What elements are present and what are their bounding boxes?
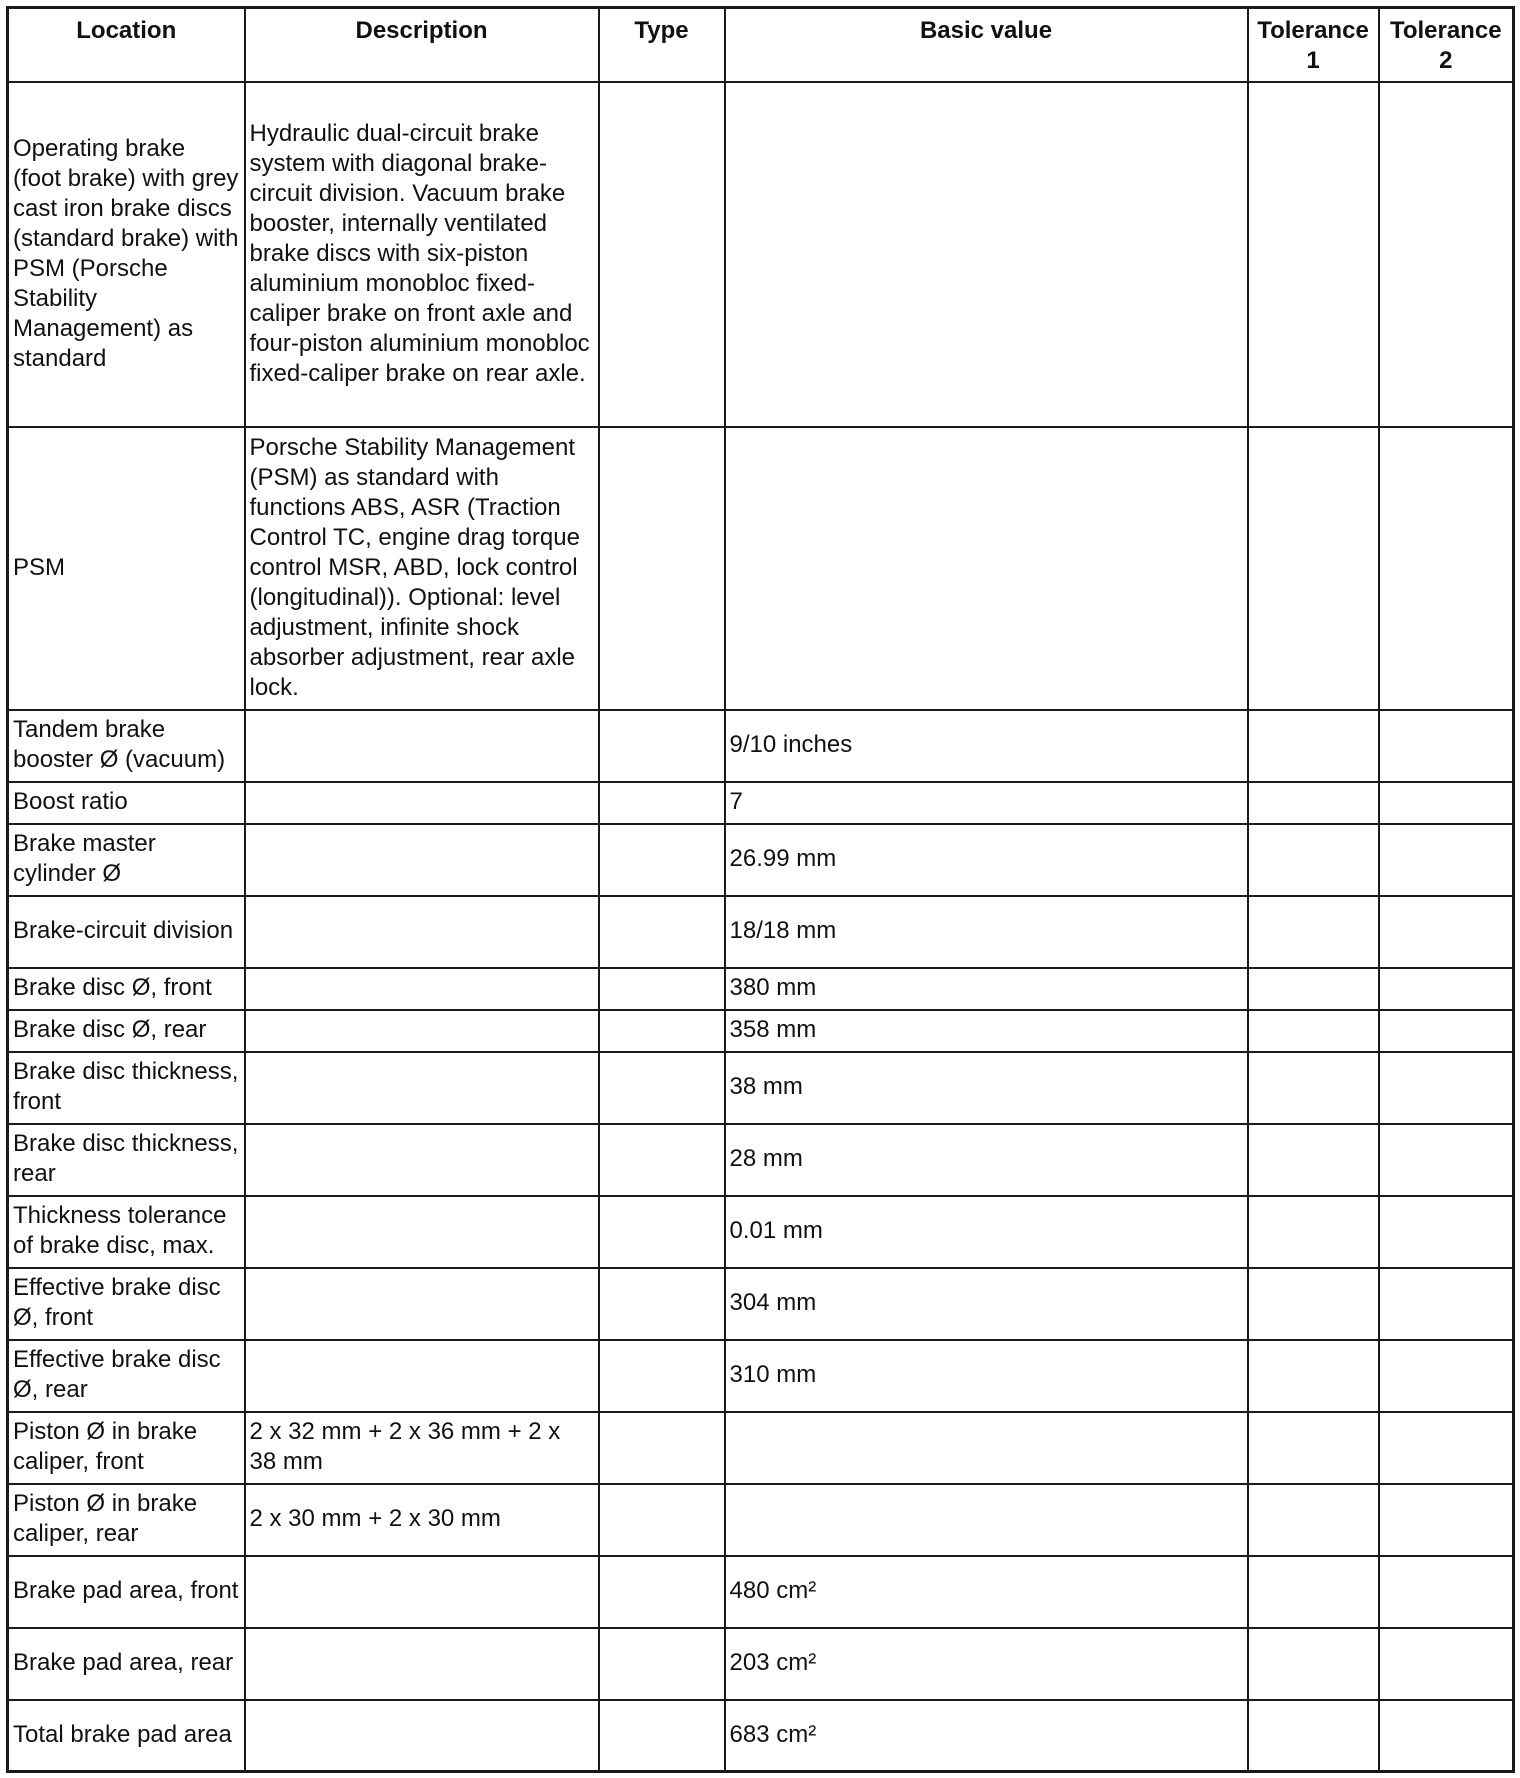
cell-type [599,896,725,968]
cell-tolerance1 [1248,1268,1379,1340]
cell-tolerance1 [1248,1340,1379,1412]
cell-basic-value: 28 mm [725,1124,1248,1196]
cell-location: Piston Ø in brake caliper, rear [8,1484,245,1556]
cell-tolerance2 [1379,1556,1514,1628]
table-row [8,1124,1514,1196]
cell-description [245,1268,599,1340]
cell-description [245,1010,599,1052]
table-row [8,1556,1514,1628]
cell-type [599,1700,725,1772]
cell-type [599,1052,725,1124]
cell-location: Thickness tolerance of brake disc, max. [8,1196,245,1268]
cell-location: Boost ratio [8,782,245,824]
cell-basic-value: 380 mm [725,968,1248,1010]
cell-description [245,968,599,1010]
cell-tolerance2 [1379,824,1514,896]
cell-type [599,968,725,1010]
cell-basic-value: 18/18 mm [725,896,1248,968]
cell-description [245,1700,599,1772]
table-row [8,1628,1514,1700]
table-row [8,824,1514,896]
cell-location: Brake disc Ø, rear [8,1010,245,1052]
cell-type [599,824,725,896]
table-row [8,82,1514,427]
cell-location: Brake master cylinder Ø [8,824,245,896]
table-row [8,1010,1514,1052]
cell-tolerance2 [1379,968,1514,1010]
table-row [8,896,1514,968]
cell-type [599,427,725,710]
cell-type [599,1556,725,1628]
cell-tolerance1 [1248,1196,1379,1268]
cell-location: Brake disc thickness, front [8,1052,245,1124]
cell-tolerance1 [1248,968,1379,1010]
cell-tolerance1 [1248,1010,1379,1052]
cell-type [599,1268,725,1340]
table-row [8,968,1514,1010]
cell-basic-value: 38 mm [725,1052,1248,1124]
cell-basic-value [725,427,1248,710]
cell-tolerance2 [1379,427,1514,710]
cell-description: 2 x 32 mm + 2 x 36 mm + 2 x 38 mm [245,1412,599,1484]
cell-tolerance1 [1248,1628,1379,1700]
cell-location: Operating brake (foot brake) with grey cast iron brake discs (standard brake) with PSM (Porsche Stability Management) as standard [8,82,245,427]
table-row [8,710,1514,782]
cell-location: PSM [8,427,245,710]
cell-type [599,782,725,824]
cell-location: Brake-circuit division [8,896,245,968]
cell-tolerance2 [1379,1484,1514,1556]
cell-basic-value: 310 mm [725,1340,1248,1412]
cell-tolerance2 [1379,1412,1514,1484]
cell-tolerance2 [1379,710,1514,782]
cell-location: Total brake pad area [8,1700,245,1772]
table-row [8,427,1514,710]
cell-tolerance2 [1379,1052,1514,1124]
cell-tolerance1 [1248,782,1379,824]
cell-location: Effective brake disc Ø, rear [8,1340,245,1412]
cell-type [599,710,725,782]
cell-type [599,1412,725,1484]
cell-tolerance1 [1248,82,1379,427]
cell-type [599,1010,725,1052]
cell-tolerance1 [1248,1052,1379,1124]
table-row [8,1412,1514,1484]
table-row [8,1052,1514,1124]
cell-description [245,824,599,896]
cell-basic-value: 304 mm [725,1268,1248,1340]
table-row [8,1340,1514,1412]
cell-description [245,1124,599,1196]
header-tolerance-1: Tolerance 1 [1248,8,1379,82]
cell-location: Brake pad area, rear [8,1628,245,1700]
cell-basic-value: 203 cm² [725,1628,1248,1700]
cell-description [245,1052,599,1124]
cell-location: Effective brake disc Ø, front [8,1268,245,1340]
cell-location: Tandem brake booster Ø (vacuum) [8,710,245,782]
cell-tolerance2 [1379,82,1514,427]
cell-basic-value [725,1484,1248,1556]
cell-description [245,896,599,968]
cell-basic-value [725,1412,1248,1484]
cell-basic-value: 480 cm² [725,1556,1248,1628]
cell-description [245,1340,599,1412]
cell-location: Brake disc thickness, rear [8,1124,245,1196]
cell-location: Brake pad area, front [8,1556,245,1628]
cell-type [599,1340,725,1412]
cell-type [599,1484,725,1556]
table-row [8,1700,1514,1772]
header-basic-value: Basic value [725,8,1248,82]
table-row [8,1196,1514,1268]
cell-tolerance1 [1248,710,1379,782]
cell-description [245,1196,599,1268]
cell-description [245,710,599,782]
cell-tolerance2 [1379,1268,1514,1340]
cell-tolerance1 [1248,1556,1379,1628]
cell-type [599,82,725,427]
header-tolerance-2: Tolerance 2 [1379,8,1514,82]
cell-tolerance1 [1248,427,1379,710]
cell-basic-value: 683 cm² [725,1700,1248,1772]
cell-type [599,1124,725,1196]
cell-location: Piston Ø in brake caliper, front [8,1412,245,1484]
header-location: Location [8,8,245,82]
cell-tolerance1 [1248,824,1379,896]
table-body [8,82,1514,1772]
cell-tolerance2 [1379,1340,1514,1412]
cell-location: Brake disc Ø, front [8,968,245,1010]
cell-type [599,1628,725,1700]
cell-description [245,782,599,824]
cell-basic-value: 0.01 mm [725,1196,1248,1268]
cell-tolerance1 [1248,1700,1379,1772]
cell-basic-value [725,82,1248,427]
cell-tolerance2 [1379,782,1514,824]
cell-description: Hydraulic dual-circuit brake system with diagonal brake-circuit division. Vacuum brake booster, internally ventilated brake discs with six-piston aluminium monobloc fixed-caliper brake on front axle and four-piston aluminium monobloc fixed-caliper brake on rear axle. [245,82,599,427]
header-row [8,8,1514,82]
cell-basic-value: 7 [725,782,1248,824]
cell-tolerance2 [1379,1010,1514,1052]
cell-tolerance2 [1379,1628,1514,1700]
cell-tolerance2 [1379,1124,1514,1196]
table-header [8,8,1514,82]
table-row [8,1268,1514,1340]
cell-description: Porsche Stability Management (PSM) as standard with functions ABS, ASR (Traction Control TC, engine drag torque control MSR, ABD, lock control (longitudinal)). Optional: level adjustment, infinite shock absorber adjustment, rear axle lock. [245,427,599,710]
table-row [8,1484,1514,1556]
cell-tolerance2 [1379,1196,1514,1268]
cell-basic-value: 358 mm [725,1010,1248,1052]
cell-tolerance1 [1248,1484,1379,1556]
cell-tolerance1 [1248,1124,1379,1196]
cell-description: 2 x 30 mm + 2 x 30 mm [245,1484,599,1556]
table-row [8,782,1514,824]
cell-description [245,1556,599,1628]
cell-basic-value: 9/10 inches [725,710,1248,782]
cell-type [599,1196,725,1268]
cell-description [245,1628,599,1700]
cell-tolerance1 [1248,896,1379,968]
cell-basic-value: 26.99 mm [725,824,1248,896]
header-description: Description [245,8,599,82]
cell-tolerance2 [1379,896,1514,968]
cell-tolerance2 [1379,1700,1514,1772]
brake-specification-table [6,6,1515,1773]
header-type: Type [599,8,725,82]
cell-tolerance1 [1248,1412,1379,1484]
